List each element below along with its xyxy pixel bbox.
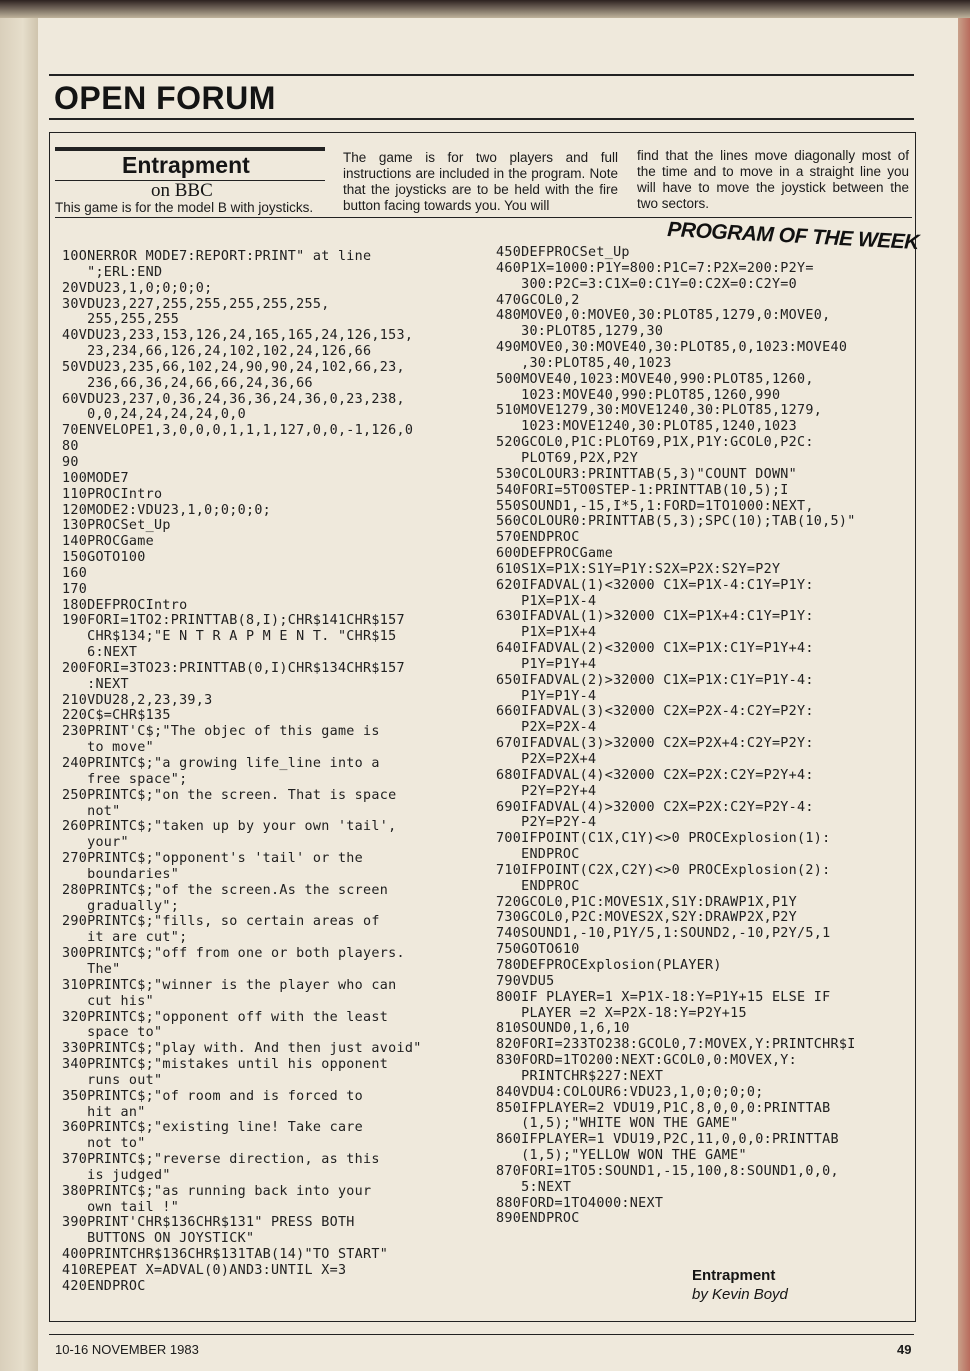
adjacent-page-edge <box>958 0 970 1371</box>
article-title: Entrapment <box>122 152 250 178</box>
listing-rule <box>55 217 912 218</box>
program-of-the-week-badge: PROGRAM OF THE WEEK <box>666 218 920 255</box>
signature-title: Entrapment <box>692 1267 776 1284</box>
page-number: 49 <box>897 1342 912 1357</box>
header-rule-bottom <box>49 118 914 120</box>
intro-text: This game is for the model B with joysticks. <box>55 200 314 215</box>
signature-author: by Kevin Boyd <box>692 1286 788 1303</box>
program-listing-left: 10ONERROR MODE7:REPORT:PRINT" at line ";ERL:END 20VDU23,1,0;0;0;0; 30VDU23,227,255,255,255,255,255, 255,255,255 40VDU23,233,153,126,24,165,165,24,126,153, 23,234,66,126,24,102,102,24,126,66 50VDU23,235,66,102,24,90,90,24,102,66,23, 236,66,36,24,66,66,24,36,66 60VDU23,237,0,36,24,36,36,24,36,0,23,238, 0,0,24,24,24,24,0,0 70ENVELOPE1,3,0,0,0,1,1,1,127,0,0,-1,126,0 80 90 100MODE7 110PROCIntro 120MODE2:VDU23,1,0;0;0;0; 130PROCSet_Up 140PROCGame 150GOTO100 160 170 180DEFPROCIntro 190FORI=1TO2:PRINTTAB(8,I);CHR$141CHR$157 CHR$134;"E N T R A P M E N T. "CHR$15 6:NEXT 200FORI=3TO23:PRINTTAB(0,I)CHR$134CHR$157 :NEXT 210VDU28,2,23,39,3 220C$=CHR$135 230PRINT'C$;"The objec of this game is to move" 240PRINTC$;"a growing life_line into a free space"; 250PRINTC$;"on the screen. That is space not" 260PRINTC$;"taken up by your own 'tail', your" 270PRINTC$;"opponent's 'tail' or the boundaries" 280PRINTC$;"of the screen.As the screen gradually"; 290PRINTC$;"fills, so certain areas of it are cut"; 300PRINTC$;"off from one or both players. The" 310PRINTC$;"winner is the player who can cut his" 320PRINTC$;"opponent off with the least space to" 330PRINTC$;"play with. And then just avoid" 340PRINTC$;"mistakes until his opponent runs out" 350PRINTC$;"of room and is forced to hit an" 360PRINTC$;"existing line! Take care not to" 370PRINTC$;"reverse direction, as this is judged" 380PRINTC$;"as running back into your own tail !" 390PRINT'CHR$136CHR$131" PRESS BOTH BUTTONS ON JOYSTICK" 400PRINTCHR$136CHR$131TAB(14)"TO START" 410REPEAT X=ADVAL(0)AND3:UNTIL X=3 420ENDPROC <box>62 249 422 1294</box>
title-rule-thick <box>55 147 325 151</box>
intro-column-2: The game is for two players and full instructions are included in the program. Note that the joysticks are to be held with the fire button facing towards you. You will <box>343 150 618 213</box>
header-rule-top <box>49 74 914 76</box>
footer-date: 10-16 NOVEMBER 1983 <box>55 1342 199 1357</box>
program-listing-right: 450DEFPROCSet_Up 460P1X=1000:P1Y=800:P1C=7:P2X=200:P2Y= 300:P2C=3:C1X=0:C1Y=0:C2X=0:C2Y=0 470GCOL0,2 480MOVE0,0:MOVE0,30:PLOT85,1279,0:MOVE0, 30:PLOT85,1279,30 490MOVE0,30:MOVE40,30:PLOT85,0,1023:MOVE40 ,30:PLOT85,40,1023 500MOVE40,1023:MOVE40,990:PLOT85,1260, 1023:MOVE40,990:PLOT85,1260,990 510MOVE1279,30:MOVE1240,30:PLOT85,1279, 1023:MOVE1240,30:PLOT85,1240,1023 520GCOL0,P1C:PLOT69,P1X,P1Y:GCOL0,P2C: PLOT69,P2X,P2Y 530COLOUR3:PRINTTAB(5,3)"COUNT DOWN" 540FORI=5TO0STEP-1:PRINTTAB(10,5);I 550SOUND1,-15,I*5,1:FORD=1TO1000:NEXT, 560COLOUR0:PRINTTAB(5,3);SPC(10);TAB(10,5)" 570ENDPROC 600DEFPROCGame 610S1X=P1X:S1Y=P1Y:S2X=P2X:S2Y=P2Y 620IFADVAL(1)<32000 C1X=P1X-4:C1Y=P1Y: P1X=P1X-4 630IFADVAL(1)>32000 C1X=P1X+4:C1Y=P1Y: P1X=P1X+4 640IFADVAL(2)<32000 C1X=P1X:C1Y=P1Y+4: P1Y=P1Y+4 650IFADVAL(2)>32000 C1X=P1X:C1Y=P1Y-4: P1Y=P1Y-4 660IFADVAL(3)<32000 C2X=P2X-4:C2Y=P2Y: P2X=P2X-4 670IFADVAL(3)>32000 C2X=P2X+4:C2Y=P2Y: P2X=P2X+4 680IFADVAL(4)<32000 C2X=P2X:C2Y=P2Y+4: P2Y=P2Y+4 690IFADVAL(4)>32000 C2X=P2X:C2Y=P2Y-4: P2Y=P2Y-4 700IFPOINT(C1X,C1Y)<>0 PROCExplosion(1): ENDPROC 710IFPOINT(C2X,C2Y)<>0 PROCExplosion(2): ENDPROC 720GCOL0,P1C:MOVES1X,S1Y:DRAWP1X,P1Y 730GCOL0,P2C:MOVES2X,S2Y:DRAWP2X,P2Y 740SOUND1,-10,P1Y/5,1:SOUND2,-10,P2Y/5,1 750GOTO610 780DEFPROCExplosion(PLAYER) 790VDU5 800IF PLAYER=1 X=P1X-18:Y=P1Y+15 ELSE IF PLAYER =2 X=P2X-18:Y=P2Y+15 810SOUND0,1,6,10 820FORI=233TO238:GCOL0,7:MOVEX,Y:PRINTCHR$I 830FORD=1TO200:NEXT:GCOL0,0:MOVEX,Y: PRINTCHR$227:NEXT 840VDU4:COLOUR6:VDU23,1,0;0;0;0; 850IFPLAYER=2 VDU19,P1C,8,0,0,0:PRINTTAB (1,5);"WHITE WON THE GAME" 860IFPLAYER=1 VDU19,P2C,11,0,0,0:PRINTTAB (1,5);"YELLOW WON THE GAME" 870FORI=1TO5:SOUND1,-15,100,8:SOUND1,0,0, 5:NEXT 880FORD=1TO4000:NEXT 890ENDPROC <box>496 245 856 1227</box>
top-shadow <box>0 0 970 18</box>
article-subtitle: on BBC <box>151 180 213 201</box>
binding-spine <box>0 0 38 1371</box>
footer-rule <box>49 1334 914 1335</box>
intro-column-3: find that the lines move diagonally most of the time and to move in a straight line you will have to move the joystick between the two sectors. <box>637 148 909 211</box>
section-title: OPEN FORUM <box>54 80 276 116</box>
